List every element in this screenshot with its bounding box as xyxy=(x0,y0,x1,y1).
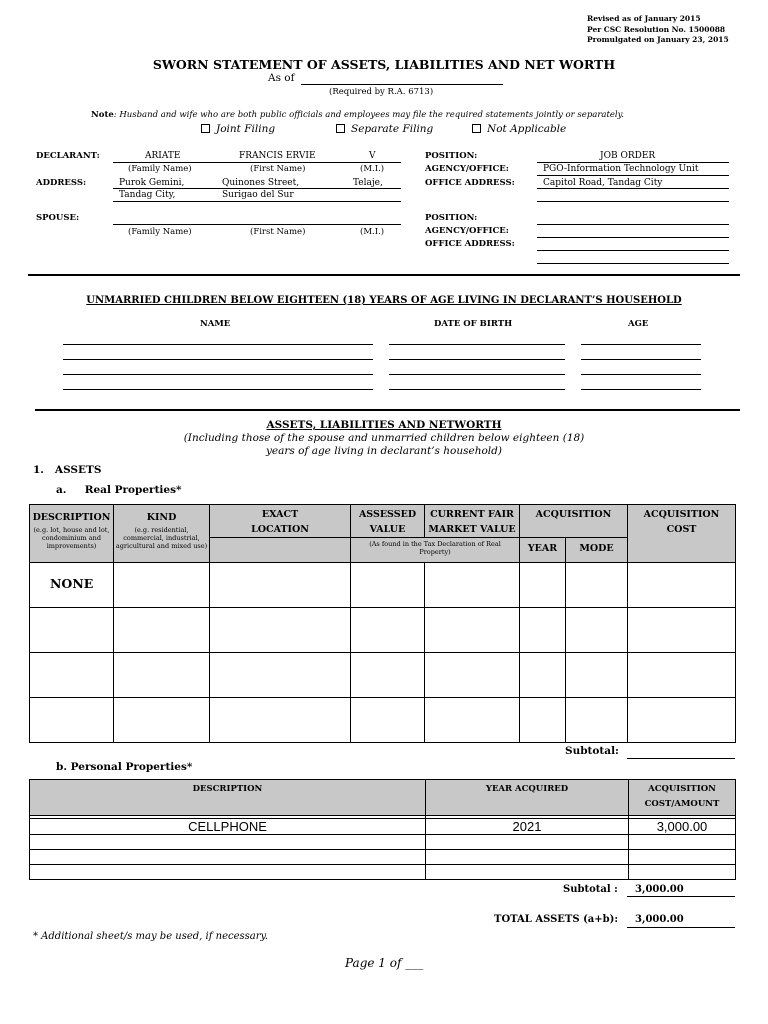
position-line xyxy=(537,162,729,163)
section-divider xyxy=(28,274,740,276)
personal-row-description[interactable]: CELLPHONE xyxy=(30,819,426,835)
table-cell[interactable] xyxy=(210,563,351,608)
personal-subtotal-label: Subtotal : xyxy=(563,884,618,895)
table-cell[interactable] xyxy=(629,865,736,880)
alnw-subtitle: years of age living in declarant’s household) xyxy=(266,445,502,457)
address-line1-a: Purok Gemini, xyxy=(119,178,185,188)
table-cell[interactable] xyxy=(426,835,629,850)
table-cell[interactable] xyxy=(30,653,114,698)
table-cell[interactable] xyxy=(30,698,114,743)
agency-label: AGENCY/OFFICE: xyxy=(425,164,509,174)
required-by: (Required by R.A. 6713) xyxy=(329,87,434,97)
declarant-family-name: ARIATE xyxy=(145,151,181,161)
family-name-caption: (Family Name) xyxy=(128,227,192,237)
table-row xyxy=(30,698,736,743)
declarant-name-line xyxy=(113,162,401,163)
declarant-first-name: FRANCIS ERVIE xyxy=(239,151,316,161)
spouse-office-address-label: OFFICE ADDRESS: xyxy=(425,239,515,249)
checkbox-icon[interactable] xyxy=(472,124,481,133)
real-entry-description[interactable]: NONE xyxy=(30,563,114,608)
total-assets-label: TOTAL ASSETS (a+b): xyxy=(494,914,619,925)
table-cell[interactable] xyxy=(628,698,736,743)
mi-caption: (M.I.) xyxy=(360,164,385,174)
declarant-mi: V xyxy=(369,151,376,161)
table-cell[interactable] xyxy=(566,698,628,743)
personal-properties-table xyxy=(29,779,736,880)
checkbox-icon[interactable] xyxy=(336,124,345,133)
office-address-label: OFFICE ADDRESS: xyxy=(425,178,515,188)
table-cell[interactable] xyxy=(520,653,566,698)
table-cell[interactable] xyxy=(114,653,210,698)
table-cell[interactable] xyxy=(351,698,425,743)
table-cell[interactable] xyxy=(628,653,736,698)
real-properties-heading: a. Real Properties* xyxy=(56,484,182,496)
address-label: ADDRESS: xyxy=(36,178,87,188)
child-age-line[interactable] xyxy=(581,359,701,360)
header-tax-declaration: (As found in the Tax Declaration of Real Property) xyxy=(351,538,520,563)
personal-subtotal-line xyxy=(627,896,735,897)
table-cell[interactable] xyxy=(426,865,629,880)
table-cell[interactable] xyxy=(629,850,736,865)
as-of-label: As of xyxy=(268,72,295,84)
table-cell[interactable] xyxy=(566,608,628,653)
table-cell[interactable] xyxy=(520,563,566,608)
col-dob: DATE OF BIRTH xyxy=(434,319,513,329)
table-row xyxy=(30,865,736,880)
child-dob-line[interactable] xyxy=(389,344,565,345)
child-name-line[interactable] xyxy=(63,374,373,375)
spouse-position-line[interactable] xyxy=(537,224,729,225)
section-divider xyxy=(35,409,740,411)
table-cell[interactable] xyxy=(30,608,114,653)
filing-option-joint[interactable]: Joint Filing xyxy=(201,123,275,135)
alnw-subtitle: (Including those of the spouse and unmarried children below eighteen (18) xyxy=(183,432,585,444)
mi-caption: (M.I.) xyxy=(360,227,385,237)
as-of-field[interactable] xyxy=(301,84,503,85)
filing-option-not-applicable[interactable]: Not Applicable xyxy=(472,123,566,135)
real-properties-table xyxy=(29,504,736,743)
position-label: POSITION: xyxy=(425,151,478,161)
filing-option-separate[interactable]: Separate Filing xyxy=(336,123,433,135)
header-description: DESCRIPTION xyxy=(30,780,426,816)
header-mode: MODE xyxy=(566,538,628,563)
table-cell[interactable] xyxy=(425,563,520,608)
table-cell[interactable] xyxy=(629,835,736,850)
child-dob-line[interactable] xyxy=(389,374,565,375)
child-name-line[interactable] xyxy=(63,344,373,345)
table-row xyxy=(30,850,736,865)
table-row xyxy=(30,819,736,835)
table-cell[interactable] xyxy=(114,698,210,743)
table-cell[interactable] xyxy=(520,698,566,743)
table-cell[interactable] xyxy=(425,698,520,743)
table-cell[interactable] xyxy=(30,835,426,850)
children-heading: UNMARRIED CHILDREN BELOW EIGHTEEN (18) YEARS OF AGE LIVING IN DECLARANT’S HOUSEHOLD xyxy=(86,295,682,306)
table-cell[interactable] xyxy=(351,653,425,698)
header-kind: KIND (e.g. residential, commercial, industrial, agricultural and mixed use) xyxy=(114,505,210,563)
spouse-position-label: POSITION: xyxy=(425,213,478,223)
table-cell[interactable] xyxy=(210,698,351,743)
child-name-line[interactable] xyxy=(63,389,373,390)
table-cell[interactable] xyxy=(30,865,426,880)
agency-value: PGO-Information Technology Unit xyxy=(543,164,699,174)
revision-line: Per CSC Resolution No. 1500088 xyxy=(587,24,726,34)
real-subtotal-label: Subtotal: xyxy=(565,745,619,757)
child-age-line[interactable] xyxy=(581,389,701,390)
child-age-line[interactable] xyxy=(581,374,701,375)
table-cell[interactable] xyxy=(351,563,425,608)
address-line2-a: Tandag City, xyxy=(119,190,176,200)
child-dob-line[interactable] xyxy=(389,389,565,390)
table-row xyxy=(30,835,736,850)
personal-row-cost[interactable]: 3,000.00 xyxy=(629,819,736,835)
table-cell[interactable] xyxy=(628,608,736,653)
spouse-office-address-line[interactable] xyxy=(537,263,729,264)
table-cell[interactable] xyxy=(114,608,210,653)
table-cell[interactable] xyxy=(210,608,351,653)
note-text: : Husband and wife who are both public officials and employees may file the required statements jointly or separately. xyxy=(113,110,624,120)
office-address-line xyxy=(537,201,729,202)
agency-line xyxy=(537,175,729,176)
spouse-agency-line[interactable] xyxy=(537,237,729,238)
header-description: DESCRIPTION (e.g. lot, house and lot, condominium and improvements) xyxy=(30,505,114,563)
form-title: SWORN STATEMENT OF ASSETS, LIABILITIES AND NET WORTH xyxy=(152,57,616,72)
spouse-label: SPOUSE: xyxy=(36,213,80,223)
header-year: YEAR xyxy=(520,538,566,563)
first-name-caption: (First Name) xyxy=(250,164,306,174)
address-line xyxy=(113,188,401,189)
table-cell[interactable] xyxy=(210,653,351,698)
header-acquisition: ACQUISITION xyxy=(520,505,628,538)
table-cell[interactable] xyxy=(566,563,628,608)
table-row xyxy=(30,608,736,653)
table-row xyxy=(30,653,736,698)
table-cell[interactable] xyxy=(351,608,425,653)
header-assessed-value: ASSESSED VALUE xyxy=(351,505,425,538)
header-location: EXACT LOCATION xyxy=(210,505,351,538)
revision-line: Promulgated on January 23, 2015 xyxy=(587,35,729,44)
page-number: Page 1 of ___ xyxy=(345,956,424,970)
address-line xyxy=(113,201,401,202)
personal-row-year[interactable]: 2021 xyxy=(426,819,629,835)
note-label: Note xyxy=(91,110,114,120)
table-cell[interactable] xyxy=(566,653,628,698)
table-cell[interactable] xyxy=(30,850,426,865)
total-assets-value: 3,000.00 xyxy=(635,914,684,925)
child-age-line[interactable] xyxy=(581,344,701,345)
child-dob-line[interactable] xyxy=(389,359,565,360)
first-name-caption: (First Name) xyxy=(250,227,306,237)
table-cell[interactable] xyxy=(425,608,520,653)
alnw-heading: ASSETS, LIABILITIES AND NETWORTH xyxy=(266,419,502,431)
table-cell[interactable] xyxy=(114,563,210,608)
header-fair-market-value: CURRENT FAIR MARKET VALUE xyxy=(425,505,520,538)
table-cell[interactable] xyxy=(520,608,566,653)
header-year-acquired: YEAR ACQUIRED xyxy=(426,780,629,816)
table-cell[interactable] xyxy=(425,653,520,698)
checkbox-icon[interactable] xyxy=(201,124,210,133)
spouse-name-line[interactable] xyxy=(113,224,401,225)
header-acquisition-cost: ACQUISITION COST/AMOUNT xyxy=(629,780,736,816)
child-name-line[interactable] xyxy=(63,359,373,360)
header-blank xyxy=(210,538,351,563)
office-address-line xyxy=(537,188,729,189)
revision-block xyxy=(587,14,729,46)
declarant-label: DECLARANT: xyxy=(36,151,100,161)
col-name: NAME xyxy=(200,319,231,329)
spouse-office-address-line[interactable] xyxy=(537,250,729,251)
revision-line: Revised as of January 2015 xyxy=(587,14,701,23)
real-subtotal-field[interactable] xyxy=(627,758,735,759)
table-cell[interactable] xyxy=(426,850,629,865)
header-acquisition-cost: ACQUISITION COST xyxy=(628,505,736,563)
footnote: * Additional sheet/s may be used, if necessary. xyxy=(33,931,269,942)
personal-subtotal-value: 3,000.00 xyxy=(635,884,684,895)
position-value: JOB ORDER xyxy=(600,151,656,161)
address-line2-b: Surigao del Sur xyxy=(222,190,294,200)
address-line1-c: Telaje, xyxy=(353,178,383,188)
personal-properties-heading: b. Personal Properties* xyxy=(56,761,193,773)
address-line1-b: Quinones Street, xyxy=(222,178,300,188)
office-address-value: Capitol Road, Tandag City xyxy=(543,178,663,188)
total-assets-line xyxy=(627,927,735,928)
note xyxy=(91,110,624,120)
table-cell[interactable] xyxy=(628,563,736,608)
assets-heading: 1. ASSETS xyxy=(33,464,102,476)
spouse-agency-label: AGENCY/OFFICE: xyxy=(425,226,509,236)
col-age: AGE xyxy=(628,319,649,329)
family-name-caption: (Family Name) xyxy=(128,164,192,174)
